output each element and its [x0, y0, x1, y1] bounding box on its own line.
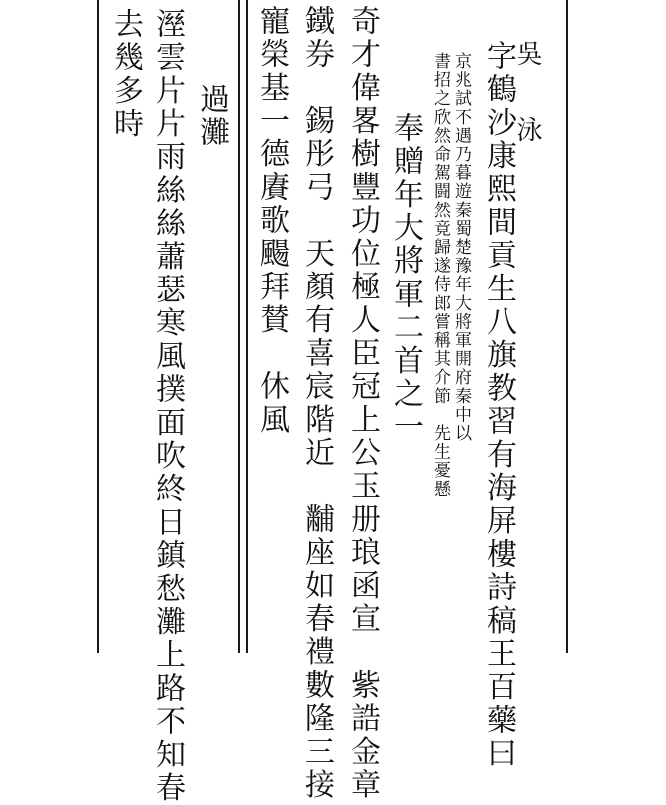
gutter-rule [246, 0, 248, 653]
poem-line-5: 去幾多時 [108, 8, 143, 141]
poem-line-4: 溼雲片片雨絲絲蕭瑟寒風撲面吹終日鎮愁灘上路不知春 [150, 8, 185, 805]
left-page-right-rule [238, 0, 240, 653]
author-title: 吳 泳 [512, 40, 542, 154]
author-bio-note-line-2: 書招之欣然命駕闘然竟歸遂侍郎嘗稱其介節 先生憂懸 [430, 52, 450, 499]
right-page-margin-rule [566, 0, 568, 653]
left-page-margin-rule [97, 0, 99, 653]
author-bio-note-line-1: 京兆試不遇乃暮遊秦蜀楚豫年大將軍開府秦中以 [451, 52, 471, 443]
poem-line-3: 寵榮基一德賡歌颺拜賛 休風 [254, 5, 289, 437]
poem-title-1: 奉贈年大將軍二首之一 [388, 112, 423, 444]
poem-title-2: 過灘 [194, 83, 229, 150]
poem-line-2: 鐵券 錫彤弓 天顏有喜宸階近 黼座如春禮數隆三接 [299, 5, 334, 802]
poem-line-1: 奇才偉畧樹豐功位極人臣冠上公玉册琅函宣 紫誥金章 [345, 5, 380, 802]
author-bio-line: 字鶴沙康熙間貢生八旗教習有海屏樓詩稿王百藥曰 [481, 40, 516, 771]
